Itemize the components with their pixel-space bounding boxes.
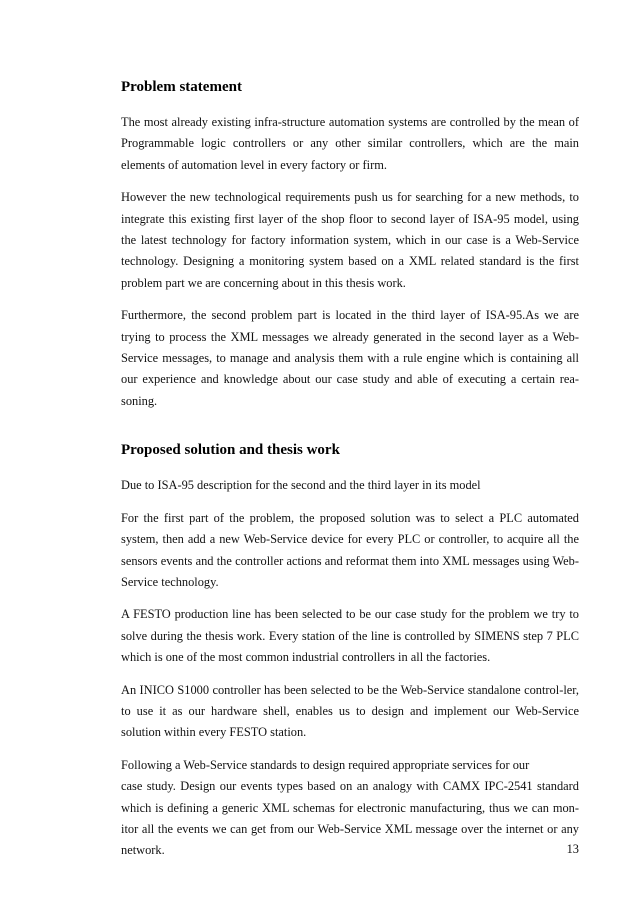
paragraph: Due to ISA-95 description for the second and the third layer in its model (121, 478, 481, 493)
paragraph: Furthermore, the second problem part is located in the third layer of ISA-95.As we are trying to process the XML messages we already generated in the second layer as a Web-Service messages, to manage and analysis them with a rule engine which is containing all our experience and knowledge about our case study and able of executing a certain rea-soning. (121, 308, 579, 408)
paragraph: However the new technological requirements push us for searching for a new methods, to integrate this existing first layer of the shop floor to second layer of ISA-95 model, using the latest technology for factory information system, which in our case is a Web-Service technology. Designing a monitoring system based on a XML related standard is the first problem part we are concerning about in this thesis work. (121, 190, 579, 290)
paragraph: For the first part of the problem, the proposed solution was to select a PLC automated system, then add a new Web-Service device for every PLC or controller, to acquire all the sensors events and the controller actions and reformat them into XML messages using Web-Service technology. (121, 510, 579, 589)
page-number: 13 (566, 842, 579, 856)
paragraph: Following a Web-Service standards to design required appropriate services for our case study. Design our events types based on an analogy with CAMX IPC-2541 standard which is defining a generic XML schemas for electronic manufacturing, thus we can mon-itor all the events we can get from our Web-Service XML message over the internet or any network. (121, 757, 579, 858)
paragraph: An INICO S1000 controller has been selected to be the Web-Service standalone control-ler, to use it as our hardware shell, enables us to design and implement our Web-Service solution within every FESTO station. (121, 682, 579, 740)
page-content (121, 78, 579, 862)
heading-proposed-solution: Proposed solution and thesis work (121, 442, 340, 459)
paragraph: A FESTO production line has been selected to be our case study for the problem we try to solve during the thesis work. Every station of the line is controlled by SIMENS step 7 PLC which is one of the most common industrial controllers in all the factories. (121, 607, 579, 665)
paragraph: The most already existing infra-structure automation systems are controlled by the mean of Programmable logic controllers or any other similar controllers, which are the main elements of automation level in every factory or firm. (121, 115, 579, 172)
heading-problem-statement: Problem statement (121, 79, 242, 95)
